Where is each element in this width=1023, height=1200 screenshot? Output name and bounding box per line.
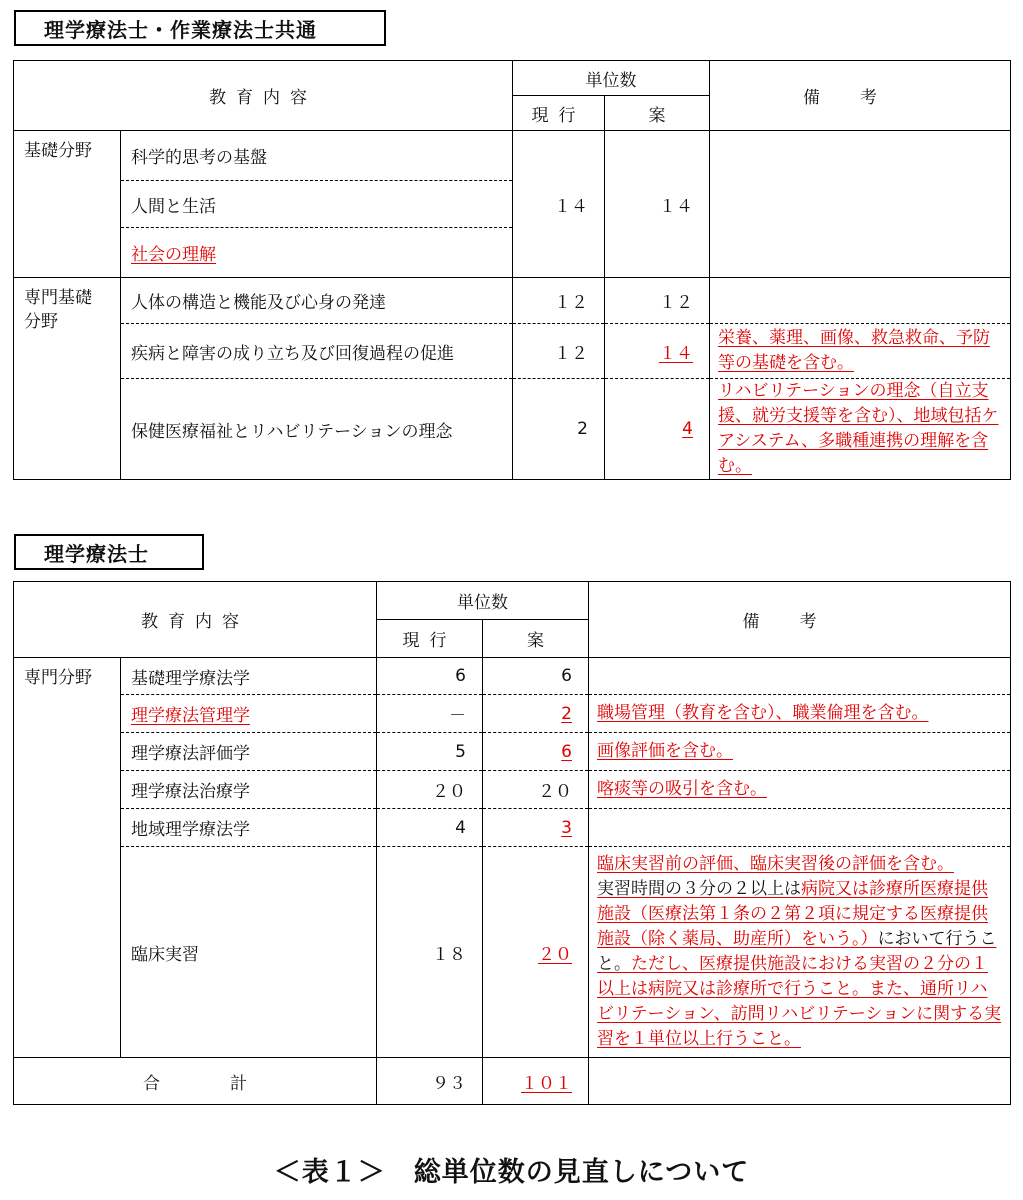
header-remarks: 備考 — [710, 61, 1011, 131]
cell-remarks: 喀痰等の吸引を含む。 — [589, 771, 1011, 809]
cell-proposed: ２０ — [483, 847, 589, 1058]
cell-remarks: 画像評価を含む。 — [589, 733, 1011, 771]
header-content: 教育内容 — [14, 61, 513, 131]
cell-proposed: １２ — [605, 278, 710, 324]
section2-table — [13, 581, 1011, 1105]
cell-remarks: 職場管理（教育を含む）、職業倫理を含む。 — [589, 695, 1011, 733]
cell-current: １２ — [513, 278, 605, 324]
item-community-pt: 地域理学療法学 — [121, 809, 377, 847]
cell-proposed: 3 — [483, 809, 589, 847]
section2-heading: 理学療法士 — [14, 534, 204, 570]
page-title: ＜表１＞ 総単位数の見直しについて — [273, 1157, 750, 1188]
cell-proposed: 6 — [483, 733, 589, 771]
cell-current: １２ — [513, 324, 605, 379]
header-remarks: 備考 — [589, 582, 1011, 658]
cell-remarks: リハビリテーションの理念（自立支援、就労支援等を含む）、地域包括ケアシステム、多職種連携の理解を含む。 — [710, 379, 1011, 480]
category-basic: 基礎分野 — [14, 131, 121, 278]
section1-heading: 理学療法士・作業療法士共通 — [14, 10, 386, 46]
cell-remarks — [589, 809, 1011, 847]
category-specialized-basic: 専門基礎分野 — [14, 278, 121, 480]
cell-remarks-clinical: 臨床実習前の評価、臨床実習後の評価を含む。 実習時間の３分の２以上は病院又は診療所医療提供施設（医療法第１条の２第２項に規定する医療提供施設（除く薬局、助産所）をいう。）において行うこと。ただし、医療提供施設における実習の２分の１以上は病院又は診療所で行うこと。また、通所リハビリテーション、訪問リハビリテーションに関する実習を１単位以上行うこと。 — [589, 847, 1011, 1058]
header-units: 単位数 — [377, 582, 589, 620]
cell-current: 2 — [513, 379, 605, 480]
cell-proposed: 6 — [483, 658, 589, 695]
item-pt-evaluation: 理学療法評価学 — [121, 733, 377, 771]
total-proposed: １０１ — [483, 1058, 589, 1105]
header-units: 単位数 — [513, 61, 710, 96]
header-content: 教育内容 — [14, 582, 377, 658]
item-clinical-practice: 臨床実習 — [121, 847, 377, 1058]
item-rehab-philosophy: 保健医療福祉とリハビリテーションの理念 — [121, 379, 513, 480]
cell-remarks — [710, 278, 1011, 324]
total-current: ９３ — [377, 1058, 483, 1105]
cell-proposed: ２０ — [483, 771, 589, 809]
cell-current: － — [377, 695, 483, 733]
header-proposed: 案 — [483, 620, 589, 658]
cell-current: 5 — [377, 733, 483, 771]
cell-proposed: １４ — [605, 324, 710, 379]
total-remarks — [589, 1058, 1011, 1105]
header-current: 現行 — [377, 620, 483, 658]
item-human-life: 人間と生活 — [121, 181, 513, 228]
section1-table — [13, 60, 1011, 480]
cell-remarks — [710, 131, 1011, 278]
cell-remarks — [589, 658, 1011, 695]
header-proposed: 案 — [605, 96, 710, 131]
cell-proposed: 4 — [605, 379, 710, 480]
category-specialized: 専門分野 — [14, 658, 121, 1058]
cell-proposed: １４ — [605, 131, 710, 278]
cell-current: １４ — [513, 131, 605, 278]
item-society: 社会の理解 — [121, 228, 513, 278]
cell-current: 4 — [377, 809, 483, 847]
total-label: 合計 — [14, 1058, 377, 1105]
item-disease: 疾病と障害の成り立ち及び回復過程の促進 — [121, 324, 513, 379]
item-pt-management: 理学療法管理学 — [121, 695, 377, 733]
cell-proposed: 2 — [483, 695, 589, 733]
cell-remarks: 栄養、薬理、画像、救急救命、予防等の基礎を含む。 — [710, 324, 1011, 379]
item-pt-therapy: 理学療法治療学 — [121, 771, 377, 809]
item-scientific-thinking: 科学的思考の基盤 — [121, 131, 513, 181]
header-current: 現行 — [513, 96, 605, 131]
item-basic-pt: 基礎理学療法学 — [121, 658, 377, 695]
item-body-structure: 人体の構造と機能及び心身の発達 — [121, 278, 513, 324]
cell-current: 6 — [377, 658, 483, 695]
cell-current: １８ — [377, 847, 483, 1058]
cell-current: ２０ — [377, 771, 483, 809]
